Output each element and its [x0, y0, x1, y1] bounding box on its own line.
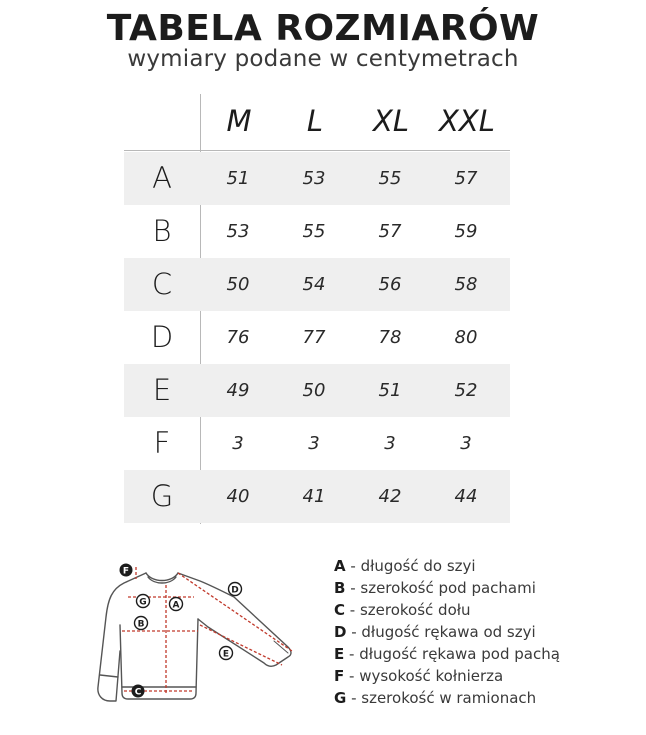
table-cell: 3: [384, 433, 396, 454]
row-label: A: [152, 161, 172, 195]
table-header-divider: [124, 150, 510, 151]
sweater-measurement-diagram: [88, 555, 310, 725]
table-cell: 54: [302, 274, 326, 295]
size-header-m: M: [226, 104, 252, 138]
table-cell: 53: [302, 168, 326, 189]
table-cell: 3: [308, 433, 320, 454]
table-row-e: [124, 364, 510, 417]
table-cell: 50: [302, 380, 326, 401]
table-row-g: [124, 470, 510, 523]
table-cell: 58: [454, 274, 478, 295]
table-row-d: [124, 311, 510, 364]
legend-text: długość rękawa pod pachą: [359, 645, 560, 663]
svg-text:B: B: [137, 619, 145, 630]
table-cell: 3: [460, 433, 472, 454]
measurement-lines: [122, 567, 292, 695]
table-cell: 51: [378, 380, 402, 401]
table-cell: 50: [226, 274, 250, 295]
svg-text:F: F: [122, 566, 130, 577]
marker-c-icon: [132, 685, 145, 698]
legend-key: G: [334, 689, 347, 707]
table-row-b: [124, 205, 510, 258]
legend-item-f: [334, 665, 634, 687]
table-cell: 57: [454, 168, 478, 189]
legend-key: B: [334, 579, 346, 597]
marker-g-icon: [137, 595, 150, 608]
legend-item-e: [334, 643, 634, 665]
table-cell: 41: [302, 486, 326, 507]
table-cell: 76: [226, 327, 250, 348]
legend-key: A: [334, 557, 346, 575]
table-cell: 77: [302, 327, 326, 348]
legend-separator: -: [345, 579, 361, 597]
row-label: F: [153, 426, 171, 460]
legend-separator: -: [345, 601, 360, 619]
svg-text:C: C: [134, 687, 142, 698]
legend-key: F: [334, 667, 345, 685]
legend-item-a: [334, 555, 634, 577]
legend-item-c: [334, 599, 634, 621]
row-label: E: [152, 373, 172, 407]
legend-key: C: [334, 601, 346, 619]
table-cell: 78: [378, 327, 402, 348]
legend-text: szerokość dołu: [359, 601, 471, 619]
row-label: C: [151, 267, 173, 301]
legend-text: wysokość kołnierza: [359, 667, 504, 685]
legend-key: D: [334, 623, 347, 641]
size-header-xxl: XXL: [439, 104, 495, 138]
marker-d-icon: [229, 583, 242, 596]
legend-separator: -: [345, 557, 361, 575]
legend-text: szerokość w ramionach: [361, 689, 537, 707]
table-cell: 55: [378, 168, 402, 189]
svg-text:E: E: [222, 649, 230, 660]
legend-separator: -: [344, 667, 360, 685]
page-subtitle: wymiary podane w centymetrach: [127, 46, 519, 72]
row-label: G: [150, 479, 174, 513]
svg-text:D: D: [231, 585, 239, 596]
row-label: D: [150, 320, 174, 354]
table-cell: 42: [378, 486, 402, 507]
table-row-a: [124, 152, 510, 205]
size-header-xl: XL: [372, 104, 410, 138]
table-cell: 49: [226, 380, 250, 401]
legend-text: szerokość pod pachami: [360, 579, 536, 597]
measurement-legend: [334, 555, 634, 709]
legend-item-d: [334, 621, 634, 643]
legend-item-b: [334, 577, 634, 599]
page-title: TABELA ROZMIARÓW: [106, 8, 540, 49]
legend-separator: -: [346, 623, 362, 641]
size-header-l: L: [306, 104, 324, 138]
row-label: B: [152, 214, 172, 248]
svg-text:A: A: [172, 600, 180, 611]
legend-text: długość do szyi: [360, 557, 476, 575]
table-row-c: [124, 258, 510, 311]
table-cell: 51: [226, 168, 250, 189]
table-cell: 80: [454, 327, 478, 348]
marker-e-icon: [220, 647, 233, 660]
legend-text: długość rękawa od szyi: [361, 623, 536, 641]
legend-separator: -: [344, 645, 360, 663]
table-cell: 44: [454, 486, 478, 507]
sweater-outline: [98, 573, 291, 701]
table-cell: 56: [378, 274, 402, 295]
table-cell: 3: [232, 433, 244, 454]
marker-b-icon: [135, 617, 148, 630]
legend-key: E: [334, 645, 345, 663]
marker-a-icon: [170, 598, 183, 611]
table-cell: 52: [454, 380, 478, 401]
table-cell: 59: [454, 221, 478, 242]
table-row-f: [124, 417, 510, 470]
svg-text:G: G: [139, 597, 147, 608]
marker-f-icon: [120, 564, 133, 577]
table-cell: 53: [226, 221, 250, 242]
table-cell: 55: [302, 221, 326, 242]
table-cell: 40: [226, 486, 250, 507]
legend-item-g: [334, 687, 634, 709]
table-cell: 57: [378, 221, 402, 242]
legend-separator: -: [346, 689, 362, 707]
